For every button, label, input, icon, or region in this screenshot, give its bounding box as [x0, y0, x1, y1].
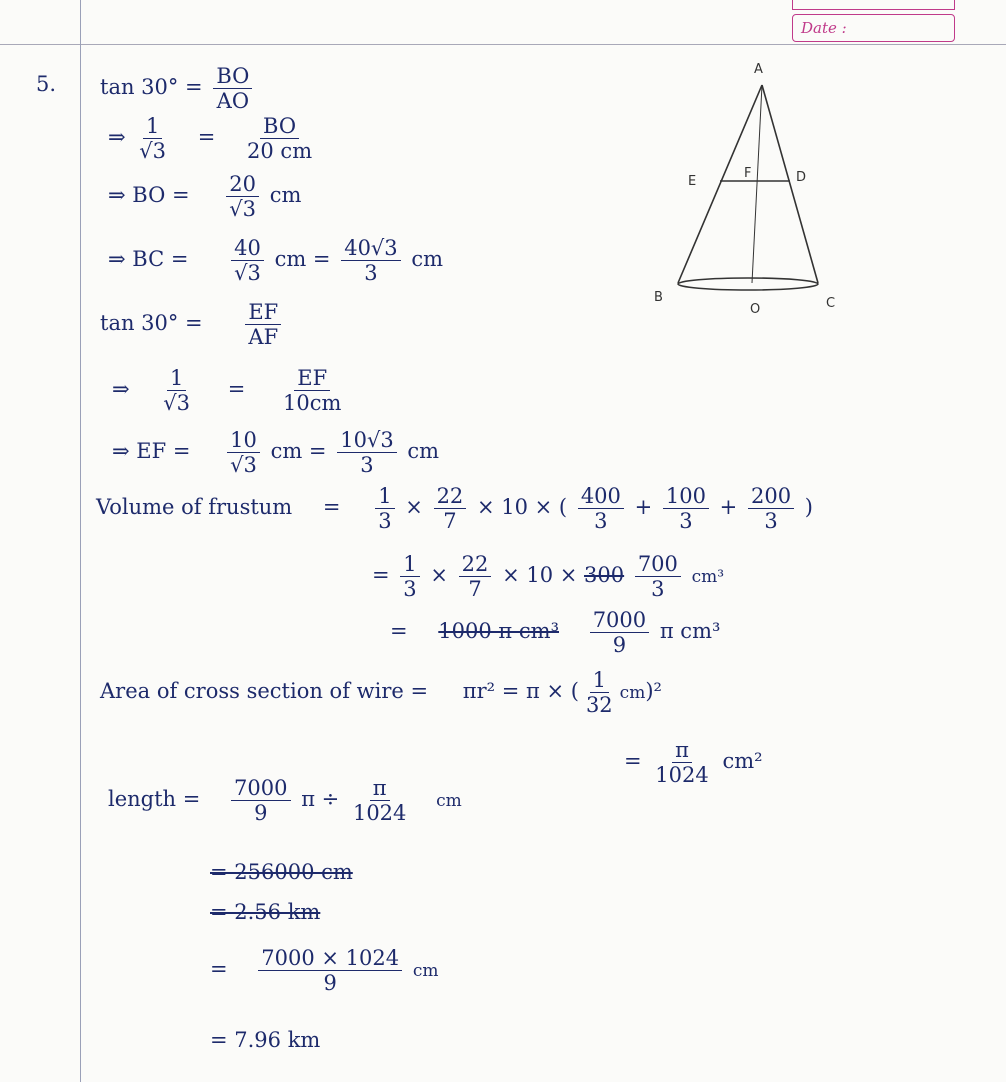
- line-10: = 1000 π cm³ $\frac{7000}{9}$ π cm³: [390, 608, 721, 658]
- line-11: Area of cross section of wire = πr² = π × ( $\frac{1}{32}$ cm)²: [100, 668, 662, 718]
- line-15: = 2.56 km: [210, 900, 321, 924]
- fraction: $\frac{BO}{AO}$: [213, 64, 252, 113]
- line-7: ⇒ EF = $\frac{10}{√3}$ cm = $\frac{10√3}{3}$ cm: [112, 428, 440, 478]
- line-12: = $\frac{\pi}{1024}$ cm²: [624, 738, 763, 788]
- line-14: = 256000 cm: [210, 860, 353, 884]
- label-d: D: [796, 170, 807, 185]
- cone-diagram: [640, 55, 860, 325]
- date-box: [792, 14, 955, 42]
- cone-base: [678, 278, 818, 290]
- header-rule: [0, 44, 1006, 45]
- line-6: ⇒ $\frac{1}{√3}$ = $\frac{EF}{10cm}$: [112, 366, 342, 416]
- label-o: O: [750, 302, 761, 317]
- cone-axis: [752, 85, 762, 283]
- label-e: E: [688, 174, 697, 189]
- line-17: = 7.96 km: [210, 1028, 321, 1052]
- date-label: Date :: [801, 19, 847, 37]
- label-f: F: [744, 166, 752, 181]
- line-9: = $\frac{1}{3}$ × $\frac{22}{7}$ × 10 × 300 $\frac{700}{3}$ cm³: [372, 552, 725, 602]
- margin-line: [80, 0, 81, 1082]
- line-16: = $\frac{7000 \times 1024}{9}$ cm: [210, 946, 439, 996]
- line-1: tan 30° = $\frac{BO}{AO}$: [100, 64, 256, 113]
- line-5: tan 30° = $\frac{EF}{AF}$: [100, 300, 285, 349]
- label-c: C: [826, 296, 836, 311]
- header-strip: [792, 0, 955, 10]
- line-3: ⇒ BO = $\frac{20}{√3}$ cm: [108, 172, 302, 222]
- line-4: ⇒ BC = $\frac{40}{√3}$ cm = $\frac{40√3}{3}$ cm: [108, 236, 444, 286]
- cone-right-edge: [762, 85, 818, 283]
- line-13: length = $\frac{7000}{9}$ π ÷ $\frac{\pi}{1024}$ cm: [108, 776, 462, 826]
- label-a: A: [754, 62, 763, 77]
- label-b: B: [654, 290, 663, 305]
- problem-number: 5.: [36, 72, 57, 96]
- line-2: ⇒ $\frac{1}{√3}$ = $\frac{BO}{20 cm}$: [108, 114, 313, 164]
- line-8: Volume of frustum = $\frac{1}{3}$ × $\frac{22}{7}$ × 10 × ( $\frac{400}{3}$ + $\frac{100}{3}$ + $\frac{200}{3}$ ): [96, 484, 813, 534]
